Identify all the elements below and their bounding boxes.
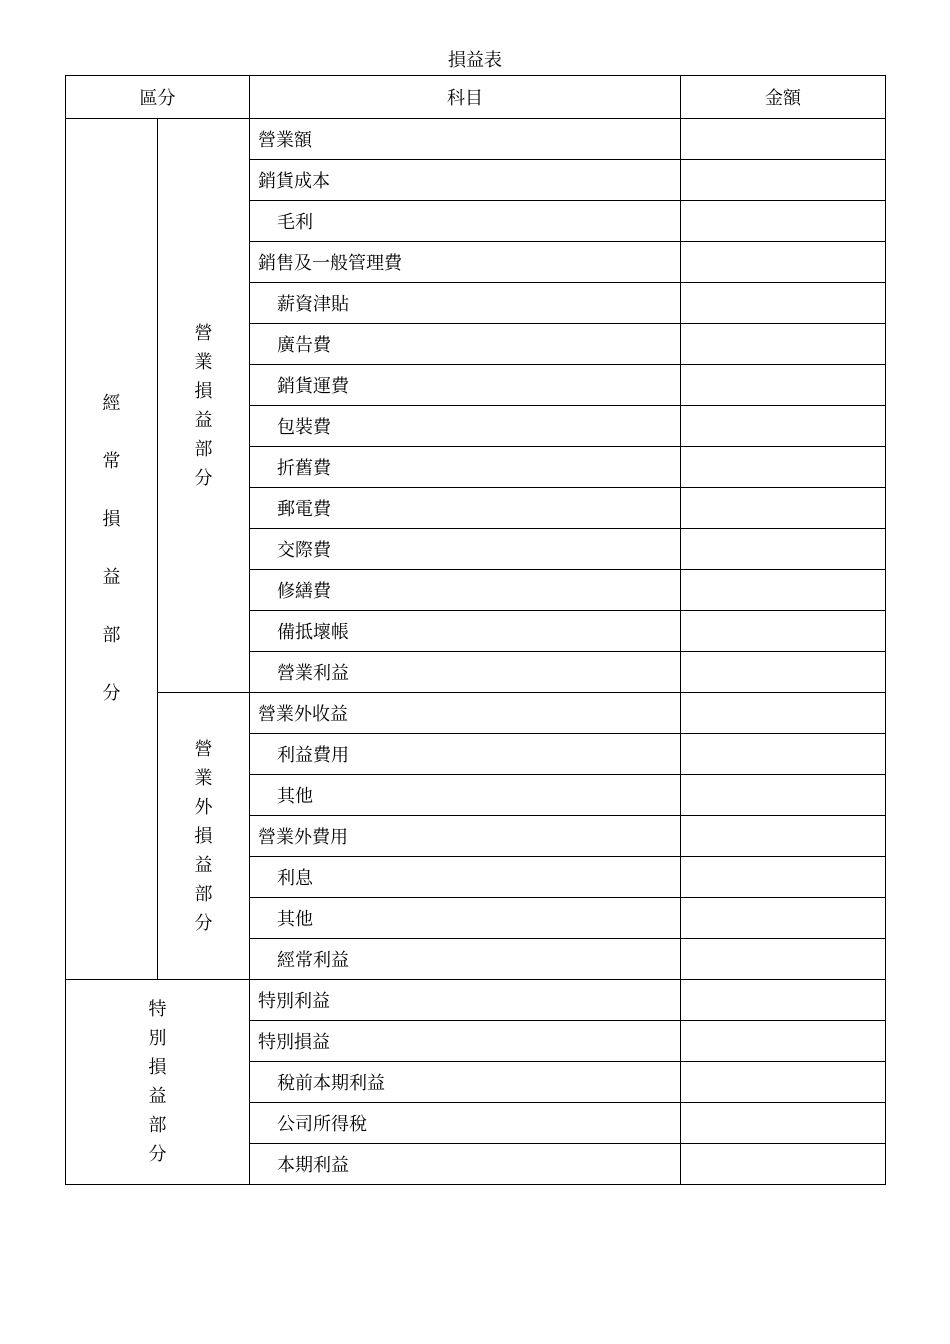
group-operating: [158, 119, 250, 693]
item-label: 利息: [250, 857, 681, 898]
amount-cell[interactable]: [681, 1144, 886, 1185]
group-operating-label: 營業損益部分: [194, 322, 213, 489]
amount-cell[interactable]: [681, 652, 886, 693]
amount-cell[interactable]: [681, 324, 886, 365]
amount-cell[interactable]: [681, 1021, 886, 1062]
item-label: 交際費: [250, 529, 681, 570]
amount-cell[interactable]: [681, 898, 886, 939]
item-label: 營業外收益: [250, 693, 681, 734]
amount-cell[interactable]: [681, 529, 886, 570]
item-label: 廣告費: [250, 324, 681, 365]
amount-cell[interactable]: [681, 693, 886, 734]
table-row: [66, 119, 886, 160]
group-non-operating-label: 營業外損益部分: [194, 738, 213, 934]
amount-cell[interactable]: [681, 242, 886, 283]
header-subject: 科目: [250, 76, 681, 119]
amount-cell[interactable]: [681, 447, 886, 488]
item-label: 稅前本期利益: [250, 1062, 681, 1103]
income-statement-table: [65, 75, 886, 1185]
amount-cell[interactable]: [681, 980, 886, 1021]
amount-cell[interactable]: [681, 775, 886, 816]
header-row: [66, 76, 886, 119]
group-ordinary-label: 經常損益部分: [102, 393, 121, 704]
group-non-operating: [158, 693, 250, 980]
amount-cell[interactable]: [681, 734, 886, 775]
amount-cell[interactable]: [681, 160, 886, 201]
amount-cell[interactable]: [681, 816, 886, 857]
item-label: 折舊費: [250, 447, 681, 488]
header-category: 區分: [66, 76, 250, 119]
item-label: 營業額: [250, 119, 681, 160]
item-label: 郵電費: [250, 488, 681, 529]
item-label: 營業利益: [250, 652, 681, 693]
amount-cell[interactable]: [681, 611, 886, 652]
item-label: 薪資津貼: [250, 283, 681, 324]
item-label: 公司所得稅: [250, 1103, 681, 1144]
page-title: 損益表: [448, 50, 502, 71]
item-label: 本期利益: [250, 1144, 681, 1185]
item-label: 營業外費用: [250, 816, 681, 857]
item-label: 毛利: [250, 201, 681, 242]
amount-cell[interactable]: [681, 857, 886, 898]
header-amount: 金額: [681, 76, 886, 119]
item-label: 包裝費: [250, 406, 681, 447]
amount-cell[interactable]: [681, 119, 886, 160]
item-label: 其他: [250, 898, 681, 939]
group-ordinary: [66, 119, 158, 980]
item-label: 銷售及一般管理費: [250, 242, 681, 283]
table-row: [66, 693, 886, 734]
amount-cell[interactable]: [681, 1103, 886, 1144]
amount-cell[interactable]: [681, 406, 886, 447]
amount-cell[interactable]: [681, 365, 886, 406]
item-label: 其他: [250, 775, 681, 816]
item-label: 特別損益: [250, 1021, 681, 1062]
amount-cell[interactable]: [681, 488, 886, 529]
table-row: [66, 980, 886, 1021]
amount-cell[interactable]: [681, 1062, 886, 1103]
item-label: 銷貨成本: [250, 160, 681, 201]
amount-cell[interactable]: [681, 283, 886, 324]
amount-cell[interactable]: [681, 201, 886, 242]
group-extraordinary-label: 特別損益部分: [148, 999, 167, 1165]
group-extraordinary: [66, 980, 250, 1185]
item-label: 特別利益: [250, 980, 681, 1021]
item-label: 利益費用: [250, 734, 681, 775]
item-label: 銷貨運費: [250, 365, 681, 406]
item-label: 修繕費: [250, 570, 681, 611]
amount-cell[interactable]: [681, 939, 886, 980]
item-label: 經常利益: [250, 939, 681, 980]
amount-cell[interactable]: [681, 570, 886, 611]
item-label: 備抵壞帳: [250, 611, 681, 652]
